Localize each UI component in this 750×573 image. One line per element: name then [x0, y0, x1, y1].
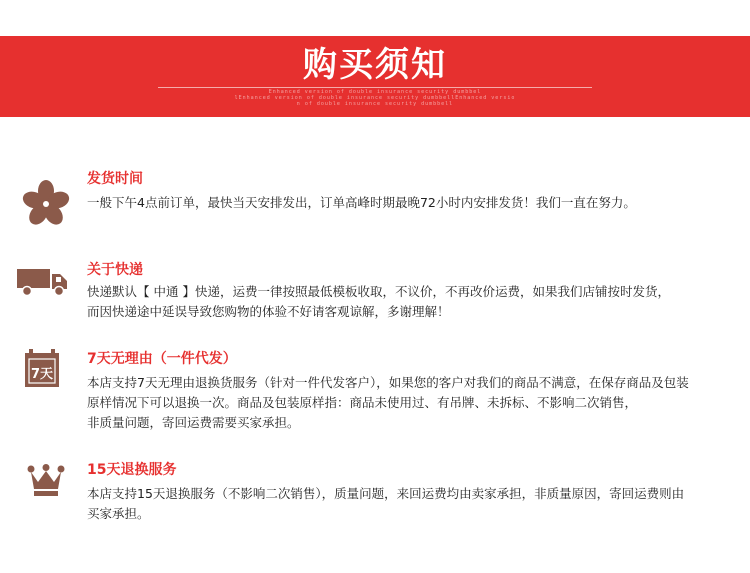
- text-line: 快递默认【 中通 】快递，运费一律按照最低模板收取，不议价，不再改价运费，如果我们店铺按时发货，: [87, 284, 670, 299]
- crown-icon: [27, 464, 65, 502]
- header-banner: [0, 36, 750, 117]
- section-text: [87, 484, 737, 524]
- banner-subtitle: lEnhanced version of double insurance security dumbbellEnhanced versio: [234, 95, 516, 101]
- section-title: 发货时间: [87, 171, 143, 187]
- section-text: [87, 373, 737, 433]
- text-line: 而因快递途中延误导致您购物的体验不好请客观谅解，多谢理解！: [87, 304, 450, 319]
- section-text: [87, 193, 737, 213]
- banner-subtitle: Enhanced version of double insurance security dumbbel: [268, 89, 482, 95]
- text-line: 一般下午4点前订单，最快当天安排发出，订单高峰时期最晚72小时内安排发货！我们一直在努力。: [87, 195, 636, 210]
- section-title: 15天退换服务: [87, 462, 177, 478]
- flower-icon: [22, 180, 70, 232]
- calendar-label: 7天: [30, 367, 54, 382]
- section-title: 7天无理由（一件代发）: [87, 351, 237, 367]
- text-line: 本店支持7天无理由退换货服务（针对一件代发客户），如果您的客户对我们的商品不满意，在保存商品及包装: [87, 375, 689, 390]
- text-line: 非质量问题，寄回运费需要买家承担。: [87, 415, 300, 430]
- text-line: 原样情况下可以退换一次。商品及包装原样指：商品未使用过、有吊牌、未拆标、不影响二次销售，: [87, 395, 638, 410]
- section-text: [87, 282, 737, 322]
- section-title: 关于快递: [87, 262, 143, 278]
- seven-day-calendar-icon: [22, 349, 62, 393]
- text-line: 买家承担。: [87, 506, 150, 521]
- truck-icon: [17, 269, 69, 301]
- banner-subtitle: n of double insurance security dumbbell: [296, 101, 454, 107]
- title-divider: [158, 87, 592, 88]
- page-title: 购买须知: [303, 45, 447, 85]
- text-line: 本店支持15天退换服务（不影响二次销售），质量问题，来回运费均由卖家承担，非质量原因，寄回运费则由: [87, 486, 685, 501]
